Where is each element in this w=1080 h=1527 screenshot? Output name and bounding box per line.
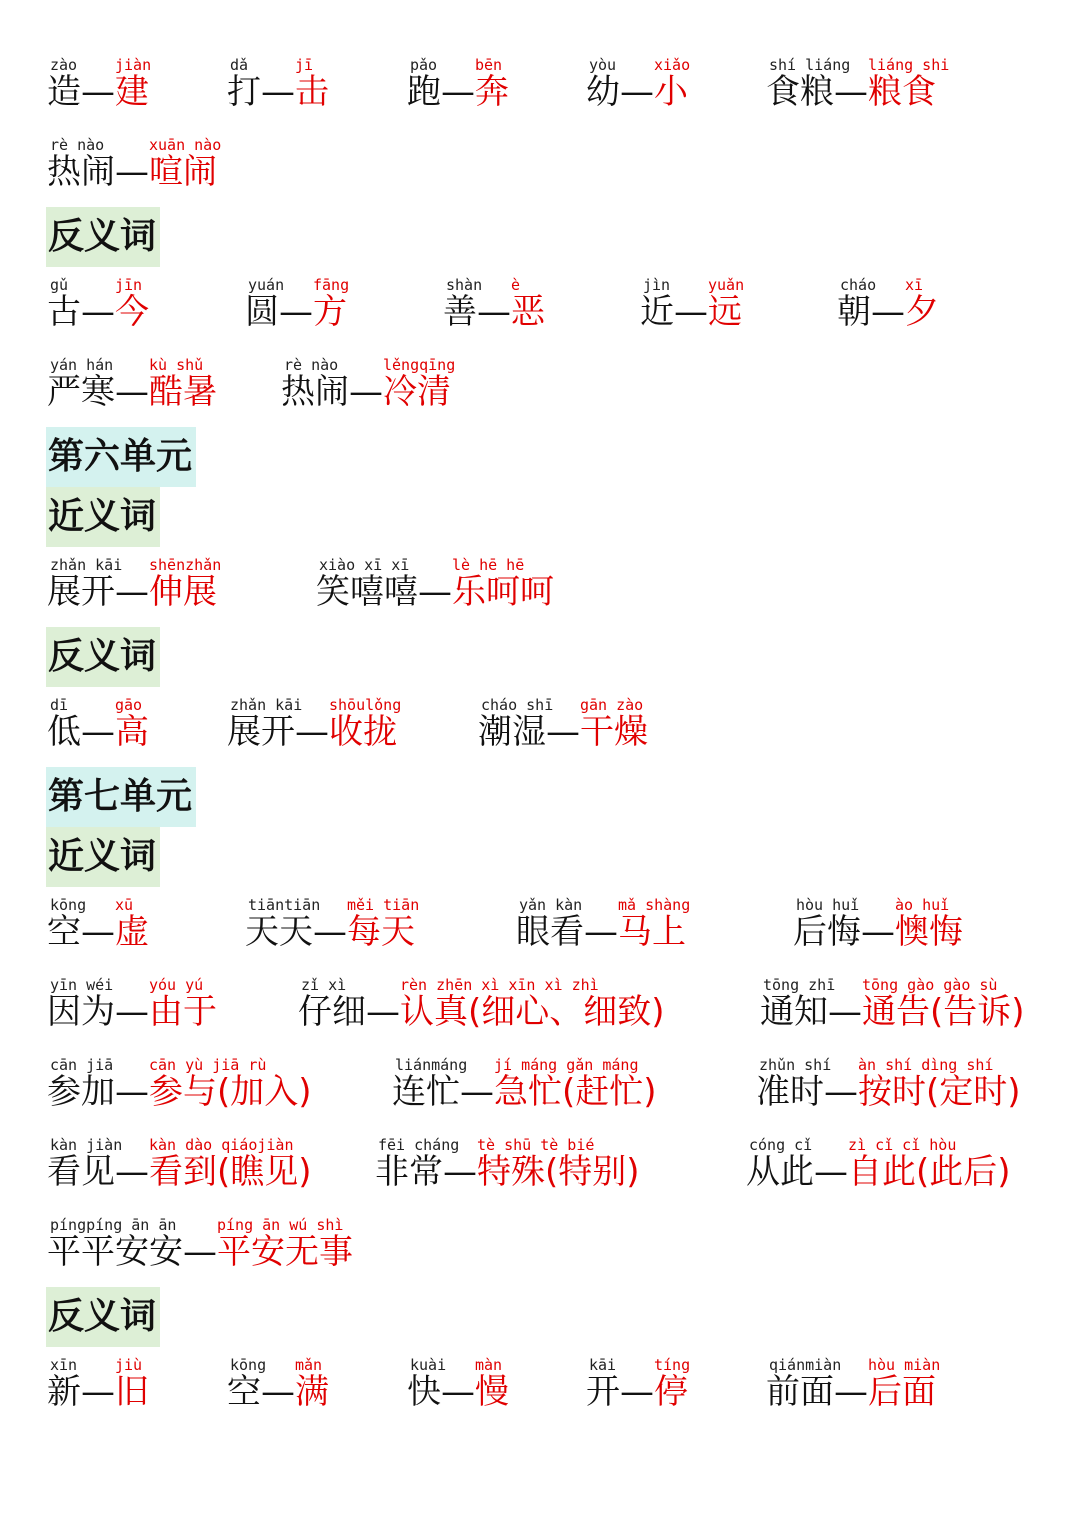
pinyin-first: yīn wéi: [50, 976, 114, 994]
pinyin-second: fāng: [313, 276, 350, 294]
dash-separator: —: [115, 572, 149, 612]
pinyin-second: zì cǐ cǐ hòu: [848, 1136, 957, 1154]
pinyin-first: yuán: [248, 276, 285, 294]
word-first: 近: [640, 292, 674, 332]
dash-separator: —: [546, 712, 580, 752]
word-second: 参与(加入): [149, 1072, 312, 1112]
section-heading: 反义词: [46, 1287, 160, 1347]
pinyin-first: tōng zhī: [763, 976, 836, 994]
pinyin-first: gǔ: [50, 276, 69, 294]
pinyin-first: yán hán: [50, 356, 114, 374]
word-second: 懊悔: [895, 912, 963, 952]
word-second: 击: [295, 72, 329, 112]
word-first: 从此: [746, 1152, 814, 1192]
word-first: 空: [47, 912, 81, 952]
word-first: 幼: [586, 72, 620, 112]
dash-separator: —: [313, 912, 347, 952]
word-second: 特殊(特别): [477, 1152, 640, 1192]
pinyin-first: yǎn kàn: [519, 896, 583, 914]
pinyin-first: liánmáng: [395, 1056, 468, 1074]
pinyin-first: yòu: [589, 56, 617, 74]
pinyin-second: cān yù jiā rù: [149, 1056, 267, 1074]
pinyin-second: gāo: [115, 696, 143, 714]
word-first: 新: [47, 1372, 81, 1412]
word-second: 粮食: [868, 72, 936, 112]
pinyin-second: xū: [115, 896, 134, 914]
section-heading: 近义词: [46, 827, 160, 887]
dash-separator: —: [183, 1232, 217, 1272]
word-line: [227, 1372, 329, 1412]
word-second: 干燥: [580, 712, 648, 752]
dash-separator: —: [81, 292, 115, 332]
word-second: 每天: [347, 912, 415, 952]
pinyin-first: jìn: [643, 276, 671, 294]
word-second: 按时(定时): [858, 1072, 1021, 1112]
dash-separator: —: [81, 1372, 115, 1412]
pinyin-second: lè hē hē: [452, 556, 525, 574]
word-line: [478, 712, 648, 752]
word-second: 停: [654, 1372, 688, 1412]
word-line: [47, 292, 149, 332]
pinyin-second: xuān nào: [149, 136, 222, 154]
dash-separator: —: [834, 72, 868, 112]
word-second: 由于: [149, 992, 217, 1032]
word-first: 古: [47, 292, 81, 332]
word-second: 急忙(赶忙): [494, 1072, 657, 1112]
word-second: 虚: [115, 912, 149, 952]
word-line: [316, 572, 554, 612]
word-line: [756, 1072, 1021, 1112]
pinyin-first: kōng: [50, 896, 87, 914]
pinyin-second: xiǎo: [654, 56, 691, 74]
word-line: [586, 1372, 688, 1412]
word-first: 天天: [245, 912, 313, 952]
word-line: [766, 72, 936, 112]
word-first: 低: [47, 712, 81, 752]
word-first: 眼看: [516, 912, 584, 952]
word-line: [47, 912, 149, 952]
pinyin-second: kù shǔ: [149, 356, 204, 374]
word-line: [47, 72, 149, 112]
pinyin-first: zhǎn kāi: [50, 556, 123, 574]
word-first: 仔细: [298, 992, 366, 1032]
dash-separator: —: [834, 1372, 868, 1412]
dash-separator: —: [115, 152, 149, 192]
pinyin-first: píngpíng ān ān: [50, 1216, 177, 1234]
word-line: [443, 292, 545, 332]
word-first: 连忙: [392, 1072, 460, 1112]
word-second: 奔: [475, 72, 509, 112]
word-line: [227, 72, 329, 112]
word-first: 通知: [760, 992, 828, 1032]
pinyin-second: mǎn: [295, 1356, 323, 1374]
word-line: [746, 1152, 1011, 1192]
word-first: 打: [227, 72, 261, 112]
pinyin-second: měi tiān: [347, 896, 420, 914]
pinyin-first: cháo: [840, 276, 877, 294]
pinyin-first: kāi: [589, 1356, 617, 1374]
word-line: [47, 992, 217, 1032]
word-second: 方: [313, 292, 347, 332]
word-second: 看到(瞧见): [149, 1152, 312, 1192]
dash-separator: —: [418, 572, 452, 612]
word-first: 平平安安: [47, 1232, 183, 1272]
word-line: [47, 1152, 312, 1192]
dash-separator: —: [115, 372, 149, 412]
dash-separator: —: [261, 72, 295, 112]
pinyin-first: fēi cháng: [378, 1136, 460, 1154]
pinyin-first: xīn: [50, 1356, 78, 1374]
pinyin-second: píng ān wú shì: [217, 1216, 344, 1234]
word-first: 笑嘻嘻: [316, 572, 418, 612]
word-second: 马上: [618, 912, 686, 952]
pinyin-first: pǎo: [410, 56, 438, 74]
word-first: 展开: [227, 712, 295, 752]
word-second: 伸展: [149, 572, 217, 612]
pinyin-second: tōng gào gào sù: [862, 976, 998, 994]
pinyin-first: cóng cǐ: [749, 1136, 813, 1154]
dash-separator: —: [261, 1372, 295, 1412]
word-line: [407, 72, 509, 112]
section-heading: 第六单元: [46, 427, 196, 487]
pinyin-second: màn: [475, 1356, 503, 1374]
pinyin-first: kōng: [230, 1356, 267, 1374]
word-second: 酷暑: [149, 372, 217, 412]
word-first: 朝: [837, 292, 871, 332]
pinyin-second: tíng: [654, 1356, 691, 1374]
pinyin-second: ào huǐ: [895, 896, 950, 914]
word-line: [47, 372, 217, 412]
section-heading: 反义词: [46, 627, 160, 687]
pinyin-second: yóu yú: [149, 976, 204, 994]
pinyin-first: shàn: [446, 276, 483, 294]
word-line: [375, 1152, 640, 1192]
word-line: [516, 912, 686, 952]
dash-separator: —: [115, 992, 149, 1032]
word-line: [640, 292, 742, 332]
pinyin-first: zǐ xì: [301, 976, 347, 994]
pinyin-second: liáng shi: [868, 56, 950, 74]
word-line: [47, 152, 217, 192]
dash-separator: —: [81, 912, 115, 952]
word-second: 平安无事: [217, 1232, 353, 1272]
word-line: [47, 1072, 312, 1112]
pinyin-first: cān jiā: [50, 1056, 114, 1074]
pinyin-second: jí máng gǎn máng: [494, 1056, 639, 1074]
word-second: 通告(告诉): [862, 992, 1025, 1032]
word-line: [245, 912, 415, 952]
pinyin-first: zào: [50, 56, 78, 74]
word-first: 潮湿: [478, 712, 546, 752]
word-line: [760, 992, 1025, 1032]
dash-separator: —: [674, 292, 708, 332]
dash-separator: —: [861, 912, 895, 952]
dash-separator: —: [460, 1072, 494, 1112]
dash-separator: —: [620, 1372, 654, 1412]
word-first: 准时: [756, 1072, 824, 1112]
word-second: 慢: [475, 1372, 509, 1412]
word-first: 开: [586, 1372, 620, 1412]
section-heading: 第七单元: [46, 767, 196, 827]
pinyin-first: kuài: [410, 1356, 447, 1374]
pinyin-second: jīn: [115, 276, 143, 294]
dash-separator: —: [584, 912, 618, 952]
pinyin-second: è: [511, 276, 521, 294]
dash-separator: —: [871, 292, 905, 332]
pinyin-second: bēn: [475, 56, 503, 74]
word-first: 前面: [766, 1372, 834, 1412]
word-first: 食粮: [766, 72, 834, 112]
dash-separator: —: [441, 72, 475, 112]
pinyin-first: qiánmiàn: [769, 1356, 842, 1374]
pinyin-second: shēnzhǎn: [149, 556, 222, 574]
word-line: [47, 572, 217, 612]
dash-separator: —: [441, 1372, 475, 1412]
word-second: 今: [115, 292, 149, 332]
pinyin-first: xiào xī xī: [319, 556, 410, 574]
word-first: 后悔: [793, 912, 861, 952]
pinyin-first: shí liáng: [769, 56, 851, 74]
word-second: 自此(此后): [848, 1152, 1011, 1192]
section-heading: 近义词: [46, 487, 160, 547]
word-first: 展开: [47, 572, 115, 612]
word-second: 冷清: [383, 372, 451, 412]
dash-separator: —: [620, 72, 654, 112]
pinyin-second: gān zào: [580, 696, 644, 714]
dash-separator: —: [295, 712, 329, 752]
word-line: [227, 712, 397, 752]
dash-separator: —: [443, 1152, 477, 1192]
word-second: 恶: [511, 292, 545, 332]
pinyin-second: yuǎn: [708, 276, 745, 294]
dash-separator: —: [349, 372, 383, 412]
word-first: 严寒: [47, 372, 115, 412]
pinyin-second: jī: [295, 56, 314, 74]
pinyin-second: rèn zhēn xì xīn xì zhì: [400, 976, 599, 994]
word-line: [793, 912, 963, 952]
word-second: 收拢: [329, 712, 397, 752]
pinyin-second: hòu miàn: [868, 1356, 941, 1374]
pinyin-first: cháo shī: [481, 696, 554, 714]
dash-separator: —: [828, 992, 862, 1032]
pinyin-first: rè nào: [284, 356, 339, 374]
pinyin-second: lěngqīng: [383, 356, 456, 374]
word-first: 快: [407, 1372, 441, 1412]
word-line: [298, 992, 665, 1032]
dash-separator: —: [279, 292, 313, 332]
pinyin-second: xī: [905, 276, 924, 294]
word-line: [47, 1232, 353, 1272]
pinyin-second: kàn dào qiáojiàn: [149, 1136, 294, 1154]
dash-separator: —: [115, 1152, 149, 1192]
pinyin-first: zhǎn kāi: [230, 696, 303, 714]
word-second: 小: [654, 72, 688, 112]
word-first: 跑: [407, 72, 441, 112]
pinyin-second: jiàn: [115, 56, 152, 74]
word-first: 热闹: [281, 372, 349, 412]
word-first: 善: [443, 292, 477, 332]
pinyin-second: mǎ shàng: [618, 896, 691, 914]
word-second: 远: [708, 292, 742, 332]
word-first: 空: [227, 1372, 261, 1412]
pinyin-first: dǎ: [230, 56, 249, 74]
word-first: 看见: [47, 1152, 115, 1192]
word-second: 建: [115, 72, 149, 112]
dash-separator: —: [366, 992, 400, 1032]
word-first: 圆: [245, 292, 279, 332]
pinyin-first: zhǔn shí: [759, 1056, 832, 1074]
word-second: 后面: [868, 1372, 936, 1412]
word-line: [766, 1372, 936, 1412]
word-first: 参加: [47, 1072, 115, 1112]
word-second: 满: [295, 1372, 329, 1412]
pinyin-second: jiù: [115, 1356, 143, 1374]
pinyin-first: rè nào: [50, 136, 105, 154]
word-line: [245, 292, 347, 332]
word-line: [281, 372, 451, 412]
word-line: [837, 292, 939, 332]
pinyin-first: hòu huǐ: [796, 896, 860, 914]
dash-separator: —: [115, 1072, 149, 1112]
word-first: 造: [47, 72, 81, 112]
pinyin-second: shōulǒng: [329, 696, 402, 714]
pinyin-first: kàn jiàn: [50, 1136, 123, 1154]
word-line: [47, 1372, 149, 1412]
word-second: 喧闹: [149, 152, 217, 192]
section-heading: 反义词: [46, 207, 160, 267]
word-first: 因为: [47, 992, 115, 1032]
word-second: 乐呵呵: [452, 572, 554, 612]
dash-separator: —: [477, 292, 511, 332]
dash-separator: —: [81, 72, 115, 112]
dash-separator: —: [81, 712, 115, 752]
word-line: [392, 1072, 657, 1112]
word-line: [407, 1372, 509, 1412]
word-second: 旧: [115, 1372, 149, 1412]
pinyin-first: dī: [50, 696, 69, 714]
word-first: 热闹: [47, 152, 115, 192]
pinyin-second: àn shí dìng shí: [858, 1056, 994, 1074]
word-second: 夕: [905, 292, 939, 332]
pinyin-first: tiāntiān: [248, 896, 321, 914]
word-line: [47, 712, 149, 752]
word-second: 认真(细心、细致): [400, 992, 665, 1032]
word-first: 非常: [375, 1152, 443, 1192]
word-line: [586, 72, 688, 112]
dash-separator: —: [814, 1152, 848, 1192]
pinyin-second: tè shū tè bié: [477, 1136, 595, 1154]
dash-separator: —: [824, 1072, 858, 1112]
word-second: 高: [115, 712, 149, 752]
